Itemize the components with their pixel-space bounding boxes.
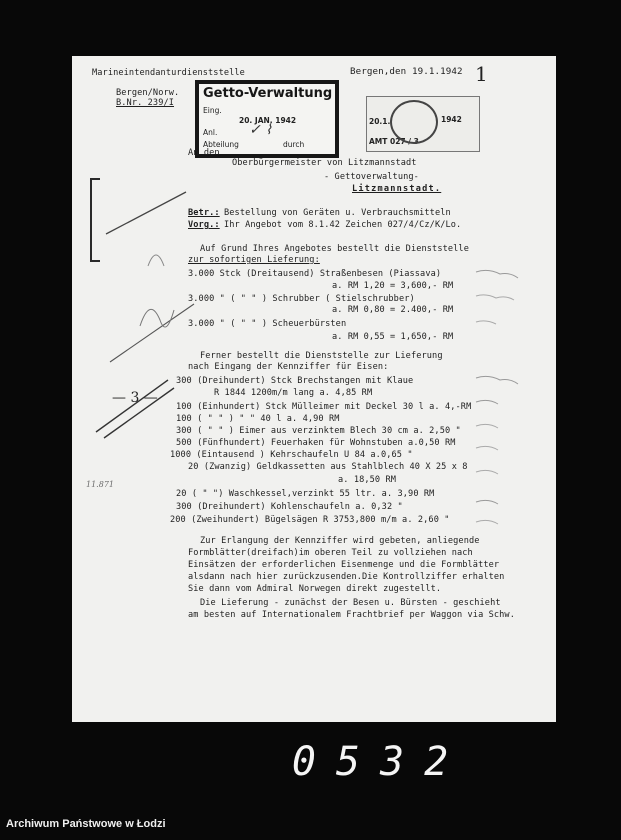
item3-line1: 3.000 " ( " " ) Scheuerbürsten — [188, 319, 347, 329]
stamp2-date: 20.1. — [369, 117, 391, 126]
an-den: An den — [188, 148, 220, 158]
betr-text: Bestellung von Geräten u. Verbrauchsmitteln — [224, 208, 451, 218]
stamp-date: 20. JAN. 1942 — [239, 116, 297, 125]
closing-line-4: alsdann nach hier zurückzusenden.Die Kontrollziffer erhalten — [188, 572, 505, 582]
stamp-anl: Anl. — [203, 128, 218, 137]
margin-pencil-number: 11.871 — [86, 480, 114, 489]
sender-line-2: Bergen/Norw. — [116, 88, 180, 98]
margin-number-3: — 3 — — [112, 390, 158, 406]
closing-line-3: Einsätzen der erforderlichen Eisenmenge und die Formblätter — [188, 560, 500, 570]
stamp-abteilung: Abteilung — [203, 140, 239, 149]
recipient-line-3: Litzmannstadt. — [352, 184, 442, 194]
page-number-handwritten: 1 — [475, 62, 488, 86]
intro-line-2: zur sofortigen Lieferung: — [188, 255, 320, 265]
iron-item-1: 300 (Dreihundert) Stck Brechstangen mit Klaue — [176, 376, 414, 386]
further-line-2: nach Eingang der Kennziffer für Eisen: — [188, 362, 389, 372]
further-line-1: Ferner bestellt die Dienststelle zur Lieferung — [200, 351, 443, 361]
round-stamp — [390, 100, 438, 144]
closing-line-7: am besten auf Internationalem Frachtbrief per Waggon via Schw. — [188, 610, 515, 620]
sender-line-3: B.Nr. 239/I — [116, 98, 175, 108]
margin-bracket — [90, 178, 100, 262]
item2-line1: 3.000 " ( " " ) Schrubber ( Stielschrubber) — [188, 294, 415, 304]
stamp2-amt: AMT 027 / 3 — [369, 137, 419, 146]
closing-line-6: Die Lieferung - zunächst der Besen u. Bürsten - geschieht — [200, 598, 501, 608]
vorg-text: Ihr Angebot vom 8.1.42 Zeichen 027/4/Cz/K/Lo. — [224, 220, 462, 230]
intro-line-1: Auf Grund Ihres Angebotes bestellt die Dienststelle — [200, 244, 469, 254]
iron-item-5: 500 (Fünfhundert) Feuerhaken für Wohnstuben a.0,50 RM — [176, 438, 456, 448]
iron-item-10: 200 (Zweihundert) Bügelsägen R 3753,800 m/m a. 2,60 " — [170, 515, 450, 525]
iron-item-2: 100 (Einhundert) Stck Mülleimer mit Deckel 30 l a. 4,-RM — [176, 402, 472, 412]
stamp-signature: ✓ ⌇ — [249, 122, 273, 138]
recipient-line-1: Oberbürgermeister von Litzmannstadt — [232, 158, 417, 168]
letter-date: Bergen,den 19.1.1942 — [350, 66, 463, 77]
right-margin-pencil-notes — [472, 266, 552, 546]
vorg-label: Vorg.: — [188, 220, 220, 230]
item3-line2: a. RM 0,55 = 1,650,- RM — [332, 332, 454, 342]
iron-item-7: 20 (Zwanzig) Geldkassetten aus Stahlblech 40 X 25 x 8 — [188, 462, 468, 472]
recipient-line-2: - Gettoverwaltung- — [324, 172, 419, 182]
item2-line2: a. RM 0,80 = 2.400,- RM — [332, 305, 454, 315]
closing-line-5: Sie dann vom Admiral Norwegen direkt zugestellt. — [188, 584, 442, 594]
sender-line-1: Marineintendanturdienststelle — [92, 68, 245, 78]
stamp-title: Getto-Verwaltung — [203, 86, 333, 101]
document-page — [72, 56, 556, 722]
reference-number: 0532 — [291, 739, 469, 785]
closing-line-2: Formblätter(dreifach)im oberen Teil zu vollziehen nach — [188, 548, 473, 558]
item1-line1: 3.000 Stck (Dreitausend) Straßenbesen (Piassava) — [188, 269, 442, 279]
iron-item-9: 300 (Dreihundert) Kohlenschaufeln a. 0,32 " — [176, 502, 403, 512]
iron-item-6: 1000 (Eintausend ) Kehrschaufeln U 84 a.0,65 " — [170, 450, 413, 460]
iron-item-4: 300 ( " " ) Eimer aus verzinktem Blech 30 cm a. 2,50 " — [176, 426, 461, 436]
iron-item-7b: a. 18,50 RM — [338, 475, 397, 485]
betr-label: Betr.: — [188, 208, 220, 218]
item1-line2: a. RM 1,20 = 3,600,- RM — [332, 281, 454, 291]
receipt-stamp — [195, 80, 339, 158]
archive-name: Archiwum Państwowe w Łodzi — [6, 818, 166, 830]
margin-3-strokes — [90, 374, 180, 444]
stamp-durch: durch — [283, 140, 305, 149]
iron-item-3: 100 ( " " ) " " 40 l a. 4,90 RM — [176, 414, 340, 424]
stamp-eing: Eing. — [203, 106, 222, 115]
iron-item-8: 20 ( " ") Waschkessel,verzinkt 55 ltr. a. 3,90 RM — [176, 489, 435, 499]
iron-item-1b: R 1844 1200m/m lang a. 4,85 RM — [214, 388, 373, 398]
stamp2-year: 1942 — [441, 115, 462, 124]
footer-bar — [0, 808, 621, 840]
closing-line-1: Zur Erlangung der Kennziffer wird gebeten, anliegende — [200, 536, 480, 546]
